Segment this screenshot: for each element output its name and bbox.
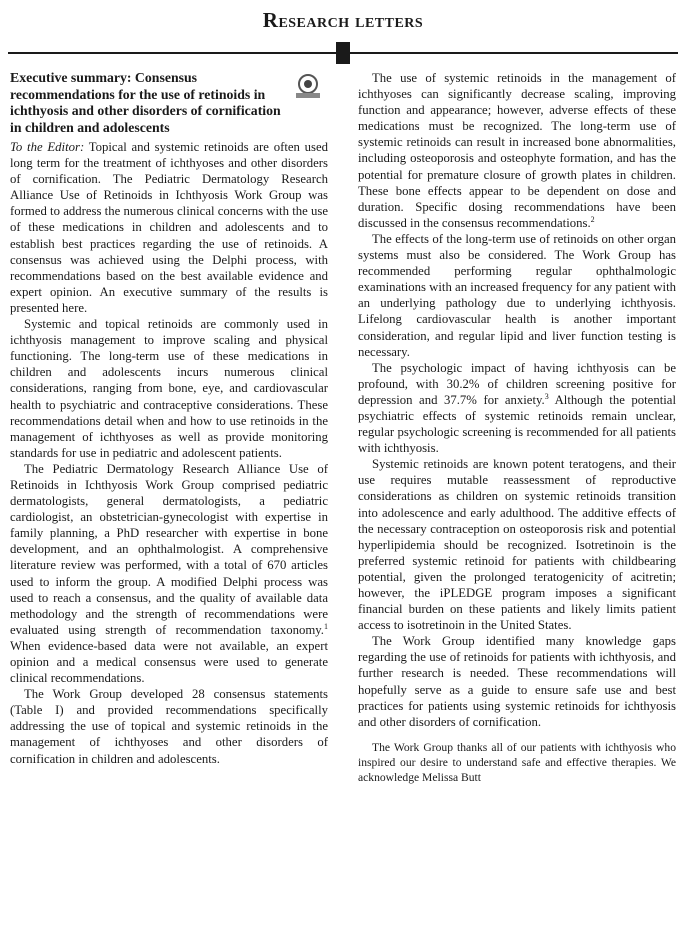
reference-1[interactable]: 1: [324, 621, 328, 631]
paragraph-knowledge-gaps: The Work Group identified many knowledge gaps regarding the use of retinoids for patients with ichthyosis, and further research is needed. These recommendations will hopefully serve as a guide to ensure safe use and best practices for patients using systemic retinoids for ichthyosis and other disorders of cornification.: [358, 634, 676, 729]
paragraph-bone-effects: [358, 70, 676, 231]
salutation: To the Editor:: [10, 140, 85, 154]
bone-effects-text: The use of systemic retinoids in the management of ichthyoses can significantly decrease scaling, improving function and appearance; however, adverse effects of these medications must be recognized. The long-term use of systemic retinoids can result in increased bone abnormalities, including osteoporosis and osteophyte formation, and has the potential for premature closure of growth plates in children. These bone effects appear to be dependent on dose and duration. Specific dosing recommendations have been discussed in the consensus recommendations.: [358, 71, 676, 230]
paragraph-organ-systems: The effects of the long-term use of retinoids on other organ systems must also be considered. The Work Group has recommended performing regular ophthalmologic examinations with an increased frequency for any patient with an underlying pathology due to underlying ichthyosis. Lifelong cardiovascular health is another important consideration, and regular lipid and liver function testing is necessary.: [358, 231, 676, 359]
paragraph-intro: [10, 139, 328, 316]
paragraph-psychologic: [358, 360, 676, 457]
crossmark-icon-center: [304, 80, 312, 88]
paragraph-teratogens: Systemic retinoids are known potent teratogens, and their use requires mutable reassessment of reproductive considerations as children on systemic retinoids transition into adolescence and early adulthood. The additive effects of the necessary contraception on osteoporosis risk and potential hyperlipidemia should be recognized. Isotretinoin is the preferred systemic retinoid for patients with childbearing potential, given the prolonged teratogenicity of acitretin; however, the iPLEDGE program imposes a significant financial burden on these patients and likely limits patient access to isotretinoin in the United States.: [358, 457, 676, 633]
paragraph-background: Systemic and topical retinoids are commonly used in ichthyosis management to improve scaling and physical functioning. The long-term use of these medications in children and adolescents incurs numerous clinical considerations, ranging from bone, eye, and cardiovascular health to psychiatric and contraceptive considerations. These recommendations detail when and how to use retinoids in the management of ichthyoses as well as provide monitoring standards for use in pediatric and adolescent patients.: [10, 317, 328, 460]
left-column: [10, 70, 328, 767]
crossmark-icon[interactable]: [298, 74, 318, 94]
paragraph-methods: [10, 461, 328, 686]
methods-text: The Pediatric Dermatology Research Alliance Use of Retinoids in Ichthyosis Work Group comprised pediatric dermatologists, general dermatologists, a pediatric cardiologist, an obstetrician-gynecologist with expertise in family planning, a PhD researcher with expertise in bone development, and an ophthalmologist. A comprehensive literature review was performed, with a total of 670 articles used to inform the group. A modified Delphi process was used to reach a consensus, and the quality of available data methodology and the strength of recommendations were evaluated using strength of recommendation taxonomy.: [10, 461, 328, 637]
article-title: Executive summary: Consensus recommendations for the use of retinoids in ichthyosis and other disorders of cornification in children and adolescents: [10, 70, 281, 135]
crossmark-icon-base: [296, 93, 320, 98]
right-column: [358, 70, 676, 785]
reference-2[interactable]: 2: [590, 214, 595, 224]
article-title-block: [10, 70, 328, 136]
reference-3[interactable]: 3: [544, 391, 549, 401]
section-header-initial: R: [262, 8, 279, 32]
paragraph-statements: The Work Group developed 28 consensus statements (Table I) and provided recommendations specifically addressing the use of topical and systemic retinoids in the management of ichthyoses and other disorders of cornification in children and adolescents.: [10, 687, 328, 766]
acknowledgment: The Work Group thanks all of our patients with ichthyosis who inspired our desire to understand safe and effective therapies. We acknowledge Melissa Butt: [358, 740, 676, 784]
header-rule-right: [350, 52, 678, 54]
section-header-text: esearch letters: [278, 10, 424, 32]
intro-text: Topical and systemic retinoids are often used long term for the treatment of ichthyoses and other disorders of cornification. The Pediatric Dermatology Research Alliance Use of Retinoids in Ichthyosis Work Group was formed to address the numerous clinical concerns with the use of these medications in children and adolescents and to establish best practices regarding the use of retinoids. A consensus was achieved using the Delphi process, with recommendations based on the best available evidence and expert opinion. An executive summary of the results is presented here.: [10, 140, 329, 315]
psychologic-text: The psychologic impact of having ichthyosis can be profound, with 30.2% of children screening positive for depression and 37.7% for anxiety.: [358, 360, 676, 407]
psychologic-tail: Although the potential psychiatric effects of systemic retinoids remain unclear, regular psychologic screening is recommended for all patients with ichthyosis.: [358, 392, 676, 456]
header-rule-left: [8, 52, 336, 54]
section-header: [0, 8, 686, 33]
header-rule-block: [336, 42, 350, 64]
methods-tail: When evidence-based data were not available, an expert opinion and a medical consensus were used to generate clinical recommendations.: [10, 638, 328, 686]
